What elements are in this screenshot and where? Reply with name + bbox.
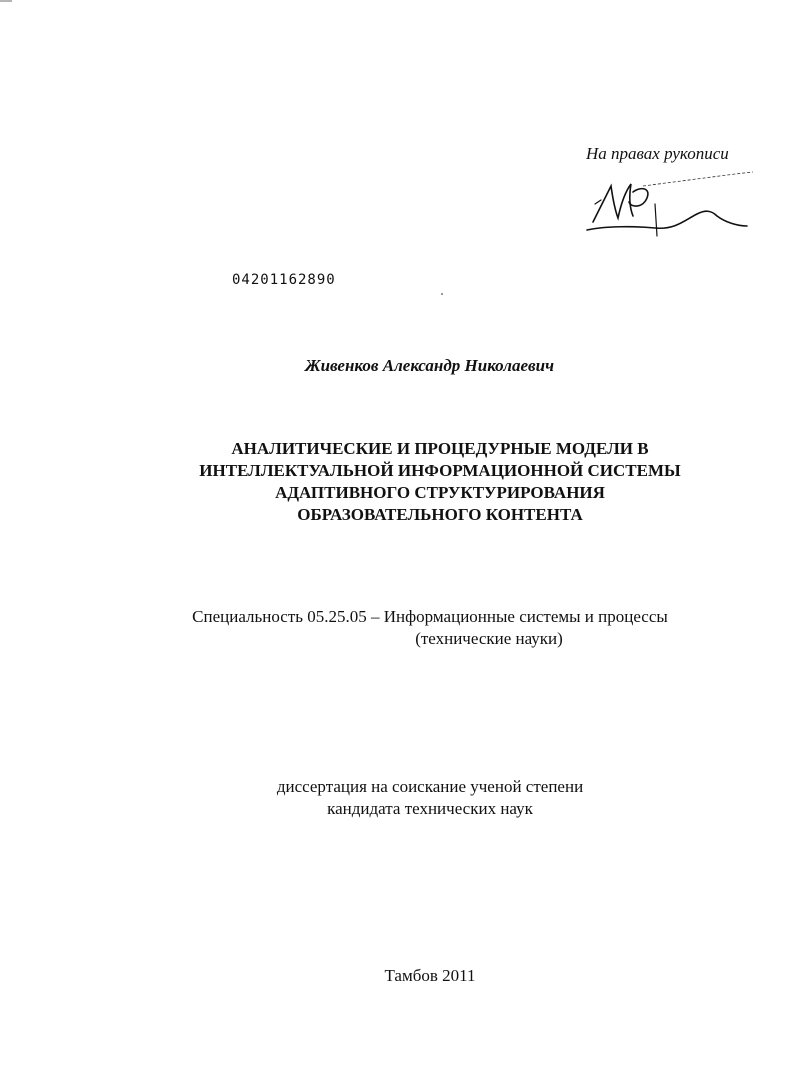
title-line: АДАПТИВНОГО СТРУКТУРИРОВАНИЯ [275, 483, 605, 502]
specialty-line: Специальность 05.25.05 – Информационные системы и процессы [192, 607, 668, 626]
city-year: Тамбов 2011 [384, 966, 476, 985]
dissertation-title [120, 438, 760, 526]
specialty-field: (технические науки) [415, 629, 563, 648]
archive-number: 04201162890 [232, 272, 336, 288]
degree-block [200, 776, 660, 820]
handwritten-signature-icon [585, 164, 755, 240]
degree-line: кандидата технических наук [327, 799, 533, 818]
title-line: АНАЛИТИЧЕСКИЕ И ПРОЦЕДУРНЫЕ МОДЕЛИ В [231, 439, 649, 458]
title-line: ОБРАЗОВАТЕЛЬНОГО КОНТЕНТА [297, 505, 583, 524]
scan-corner-mark [0, 0, 12, 2]
degree-line: диссертация на соискание ученой степени [276, 777, 584, 796]
scan-speck [441, 293, 443, 295]
title-line: ИНТЕЛЛЕКТУАЛЬНОЙ ИНФОРМАЦИОННОЙ СИСТЕМЫ [199, 461, 681, 480]
specialty-block [100, 606, 760, 650]
author-name: Живенков Александр Николаевич [304, 356, 554, 375]
rights-note: На правах рукописи [586, 144, 729, 163]
